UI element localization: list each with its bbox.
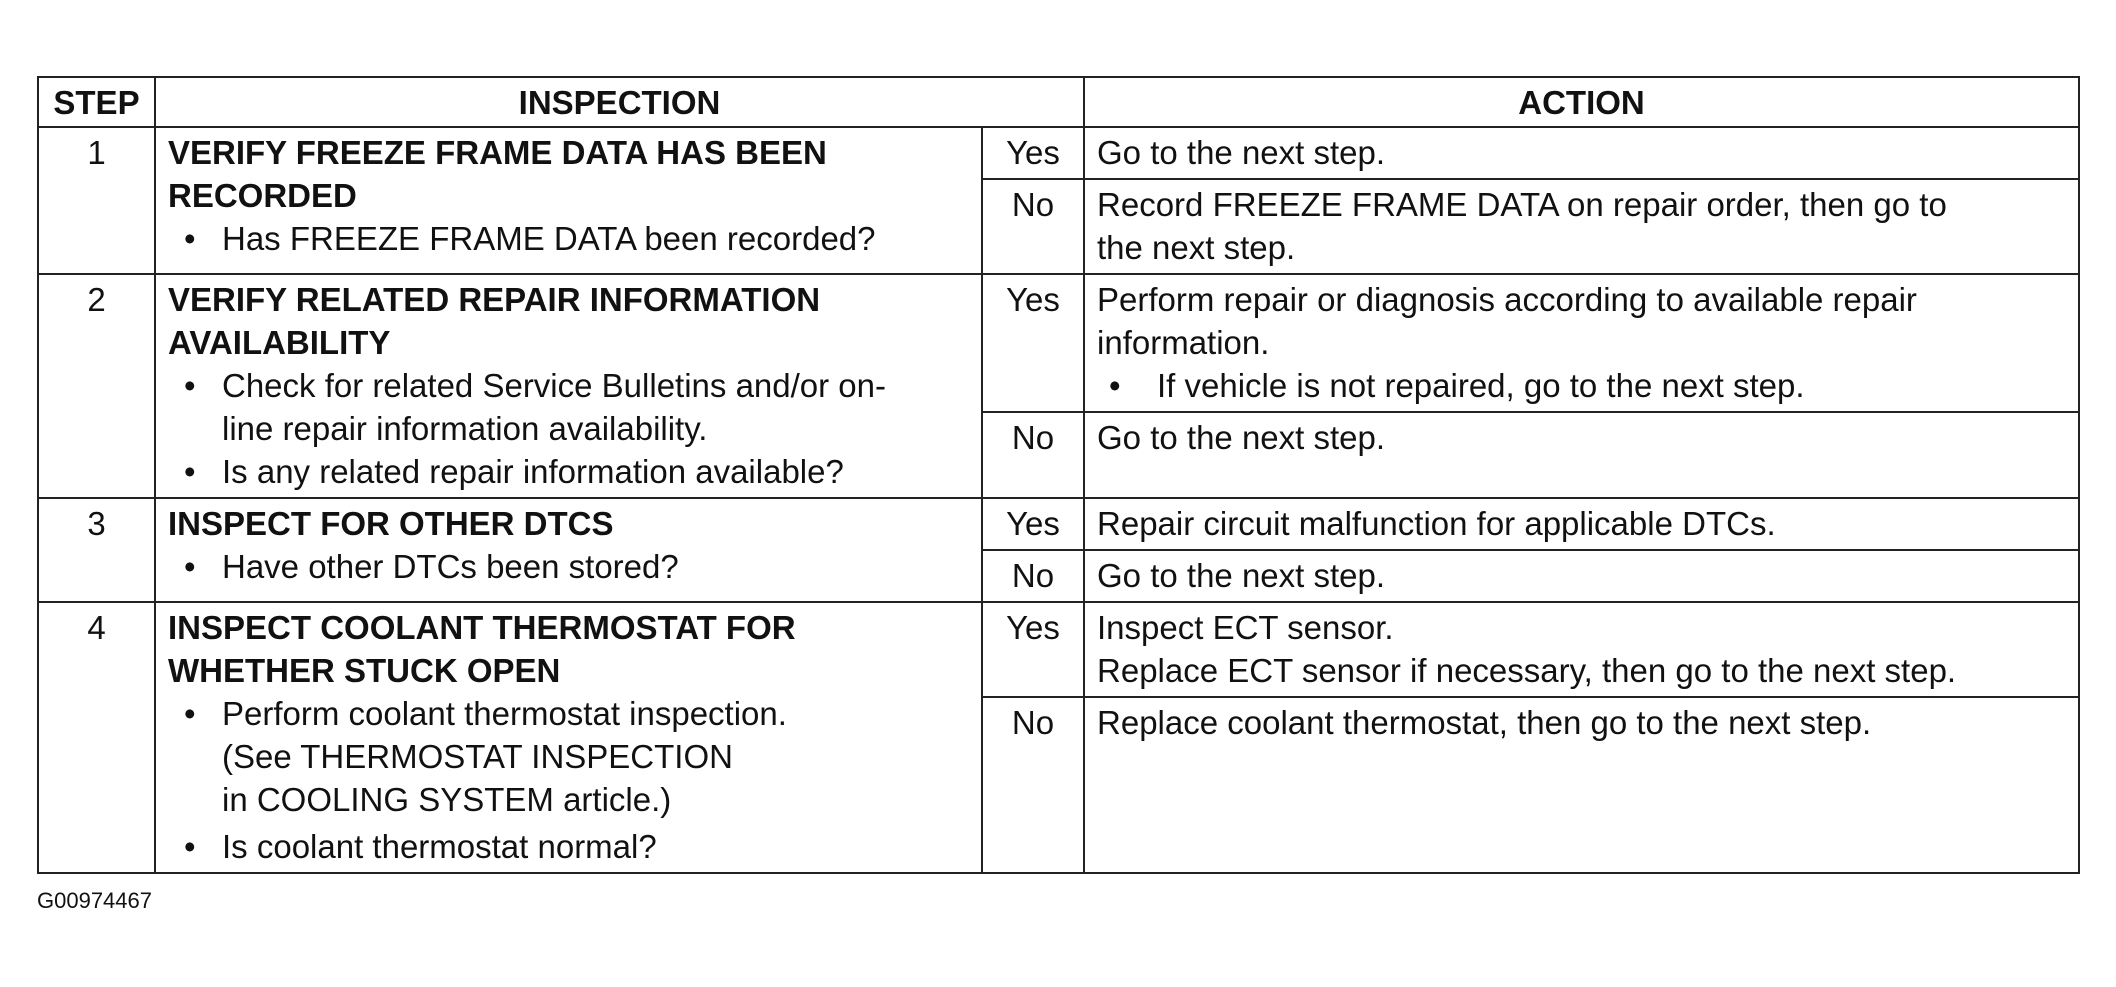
step-3-no-action (1084, 550, 2079, 602)
step-2-yes-action-bullets (1097, 364, 2068, 407)
step-2-yes-action-line: Perform repair or diagnosis according to available repair (1097, 281, 1917, 318)
figure-id: G00974467 (37, 888, 152, 913)
step-4-title-line: WHETHER STUCK OPEN (168, 652, 561, 689)
step-1-number: 1 (38, 127, 155, 274)
step-1-title-line: RECORDED (168, 177, 357, 214)
step-2-bullet (168, 450, 971, 493)
step-1-title-line: VERIFY FREEZE FRAME DATA HAS BEEN (168, 134, 827, 171)
step-1-inspection (155, 127, 982, 274)
step-4-bullet-line: in COOLING SYSTEM article.) (222, 781, 672, 818)
step-4-no-label: No (982, 697, 1084, 873)
header-row (38, 77, 2079, 127)
step-2-title (168, 278, 971, 364)
step-4-yes-row (38, 602, 2079, 697)
step-header: STEP (38, 77, 155, 127)
step-1-yes-row (38, 127, 2079, 179)
diagnostic-table (37, 76, 2080, 874)
step-2-yes-label: Yes (982, 274, 1084, 412)
step-2-yes-row (38, 274, 2079, 412)
step-1-yes-action-line: Go to the next step. (1097, 134, 1386, 171)
step-3-no-action-line: Go to the next step. (1097, 557, 1386, 594)
step-2-bullet-line: • Is any related repair information available? (222, 453, 844, 490)
inspection-header: INSPECTION (155, 77, 1084, 127)
step-4-title-line: INSPECT COOLANT THERMOSTAT FOR (168, 609, 796, 646)
step-2-no-label: No (982, 412, 1084, 498)
step-2-title-line: AVAILABILITY (168, 324, 391, 361)
step-2-bullet (168, 364, 971, 450)
action-header: ACTION (1084, 77, 2079, 127)
step-4-bullet-line: • Is coolant thermostat normal? (222, 828, 657, 865)
step-1-no-action-line: the next step. (1097, 229, 1296, 266)
step-4-bullet (168, 692, 971, 821)
step-4-number: 4 (38, 602, 155, 873)
step-1-no-action-line: Record FREEZE FRAME DATA on repair order, then go to (1097, 186, 1947, 223)
step-3-number: 3 (38, 498, 155, 602)
step-1-yes-action (1084, 127, 2079, 179)
step-2-number: 2 (38, 274, 155, 498)
step-2-bullets (168, 364, 971, 493)
step-3-yes-row (38, 498, 2079, 550)
step-1-bullet: • Has FREEZE FRAME DATA been recorded? (168, 217, 971, 260)
step-3-yes-action (1084, 498, 2079, 550)
step-2-no-action (1084, 412, 2079, 498)
step-4-bullet-line: (See THERMOSTAT INSPECTION (222, 738, 733, 775)
step-4-bullet-line: • Perform coolant thermostat inspection. (222, 695, 787, 732)
step-4-inspection (155, 602, 982, 873)
step-4-no-action-line: Replace coolant thermostat, then go to the next step. (1097, 704, 1872, 741)
step-4-bullets (168, 692, 971, 868)
step-3-title (168, 502, 971, 545)
step-3-bullet: • Have other DTCs been stored? (168, 545, 971, 588)
step-3-yes-action-line: Repair circuit malfunction for applicable DTCs. (1097, 505, 1776, 542)
step-1-bullets (168, 217, 971, 260)
step-2-yes-action-line: information. (1097, 324, 1270, 361)
step-2-title-line: VERIFY RELATED REPAIR INFORMATION (168, 281, 821, 318)
step-4-yes-action (1084, 602, 2079, 697)
step-2-inspection (155, 274, 982, 498)
step-4-title (168, 606, 971, 692)
step-3-bullets (168, 545, 971, 588)
step-2-no-action-line: Go to the next step. (1097, 419, 1386, 456)
step-4-no-action (1084, 697, 2079, 873)
step-2-bullet-line: line repair information availability. (222, 410, 708, 447)
step-4-yes-action-line: Replace ECT sensor if necessary, then go to the next step. (1097, 652, 1957, 689)
step-4-yes-label: Yes (982, 602, 1084, 697)
step-4-yes-action-line: Inspect ECT sensor. (1097, 609, 1394, 646)
step-3-yes-label: Yes (982, 498, 1084, 550)
step-1-yes-label: Yes (982, 127, 1084, 179)
step-3-inspection (155, 498, 982, 602)
step-1-no-label: No (982, 179, 1084, 274)
step-1-no-action (1084, 179, 2079, 274)
step-2-yes-action (1084, 274, 2079, 412)
step-3-title-line: INSPECT FOR OTHER DTCS (168, 505, 614, 542)
step-2-yes-action-bullet: • If vehicle is not repaired, go to the next step. (1097, 364, 2068, 407)
step-3-no-label: No (982, 550, 1084, 602)
step-2-bullet-line: • Check for related Service Bulletins and/or on- (222, 367, 886, 404)
step-4-bullet (168, 825, 971, 868)
step-1-title (168, 131, 971, 217)
